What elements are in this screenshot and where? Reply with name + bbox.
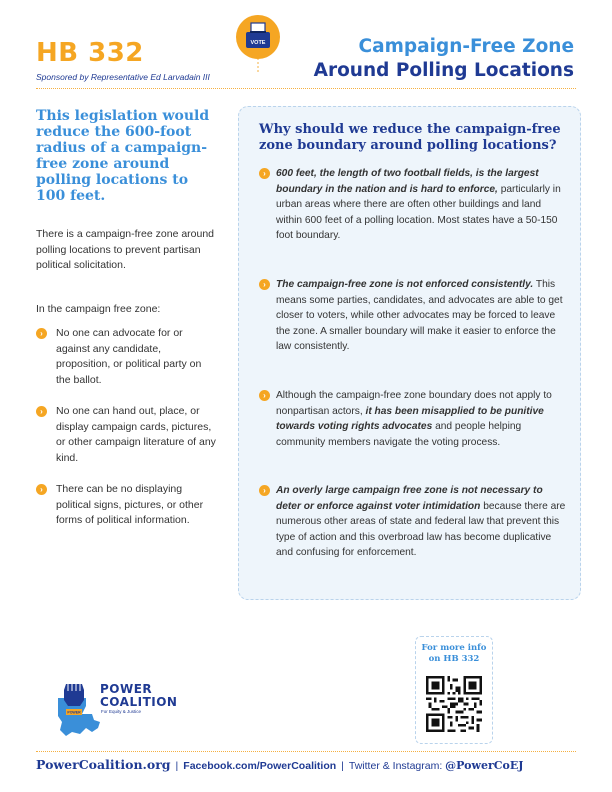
arrow-bullet-icon: › (36, 406, 47, 417)
footer-separator: | (175, 760, 179, 772)
reason-emphasis: it has been misapplied to be punitive towards voting rights advocates (276, 405, 544, 432)
arrow-bullet-icon: › (259, 168, 270, 179)
title-line-1: Campaign-Free Zone (358, 36, 574, 57)
arrow-bullet-icon: › (36, 328, 47, 339)
header-divider (36, 88, 576, 89)
sponsor-line: Sponsored by Representative Ed Larvadain III (36, 72, 210, 82)
list-item (36, 404, 216, 466)
reason-post: This means some parties, candidates, and advocates are able to get closer to voters, while other advocates may be forced to leave the zone. A smaller boundary will make it easier to enforce the law consistently. (276, 279, 563, 352)
social-label: Twitter & Instagram: (348, 760, 446, 772)
footer (36, 757, 576, 772)
reason-emphasis: The campaign-free zone is not enforced consistently. (276, 279, 534, 290)
zone-label: In the campaign free zone: (36, 303, 161, 315)
facebook-link[interactable]: Facebook.com/PowerCoalition (183, 760, 337, 772)
reason-item (259, 388, 569, 450)
reason-emphasis: 600 feet, the length of two football fields, is the largest boundary in the nation and is hard to enforce, (276, 168, 539, 195)
logo-sign-text: POWER (67, 710, 81, 715)
footer-divider (36, 751, 576, 752)
list-item-text: There can be no displaying political signs, pictures, or other forms of political information. (56, 483, 204, 526)
qr-caption[interactable]: For more info on HB 332 (421, 643, 487, 664)
intro-paragraph: There is a campaign-free zone around polling locations to prevent partisan political solicitation. (36, 228, 215, 271)
reason-post: particularly in urban areas where there are often other buildings and land within 600 feet of a polling location. Most states have a 50-150 foot boundary. (276, 183, 561, 241)
arrow-bullet-icon: › (259, 279, 270, 290)
panel-heading: Why should we reduce the campaign-free zone boundary around polling locations? (259, 122, 561, 153)
reason-post: and people helping community members navigate the voting process. (276, 421, 522, 448)
reason-post: because there are numerous other areas of state and federal law that prevent this type of action and this overbroad law has become duplicative and confusing for enforcement. (276, 500, 566, 558)
logo-name-line-2: COALITION (100, 695, 178, 709)
list-item (36, 326, 216, 388)
arrow-bullet-icon: › (259, 390, 270, 401)
ballot-vote-label: VOTE (250, 40, 266, 46)
title-line-2: Around Polling Locations (313, 60, 574, 81)
website-link[interactable]: PowerCoalition.org (36, 757, 171, 772)
list-item-text: No one can hand out, place, or display campaign cards, pictures, or other campaign literature of any kind. (56, 405, 216, 464)
arrow-bullet-icon: › (259, 485, 270, 496)
qr-code[interactable] (426, 676, 482, 732)
reason-pre: Although the campaign-free zone boundary does not apply to nonpartisan actors, (276, 390, 552, 417)
bill-number: HB 332 (36, 38, 144, 68)
reason-item (259, 166, 569, 244)
logo-tagline: For Equity & Justice (101, 709, 142, 714)
reason-emphasis: An overly large campaign free zone is not necessary to deter or enforce against voter intimidation (276, 485, 543, 512)
ballot-box-icon (235, 14, 281, 74)
footer-separator: | (341, 760, 344, 772)
reason-item (259, 277, 569, 355)
social-handle-link[interactable]: @PowerCoEJ (445, 759, 524, 772)
reason-item (259, 483, 569, 561)
list-item (36, 482, 216, 529)
list-item-text: No one can advocate for or against any candidate, proposition, or political party on the ballot. (56, 327, 202, 386)
lead-statement: This legislation would reduce the 600-foot radius of a campaign-free zone around polling locations to 100 feet. (36, 108, 210, 204)
logo-name-line-1: POWER (100, 682, 153, 696)
arrow-bullet-icon: › (36, 484, 47, 495)
